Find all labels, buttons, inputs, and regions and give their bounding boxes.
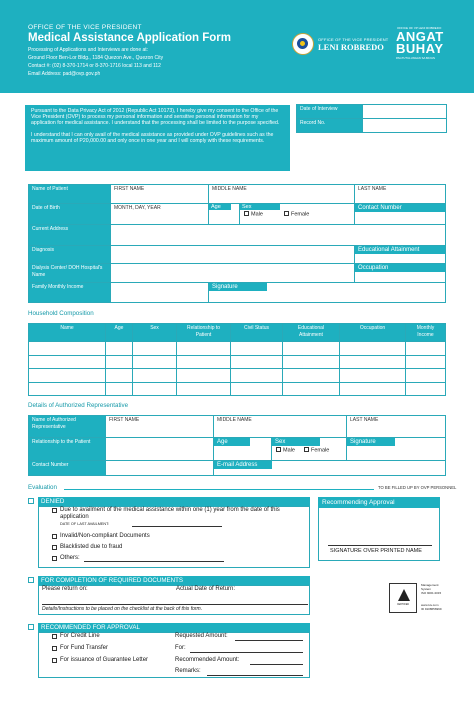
approval-checkbox[interactable] (28, 624, 34, 630)
record-no-field[interactable] (363, 119, 447, 133)
date-of-interview-field[interactable] (363, 105, 447, 119)
male-checkbox[interactable] (244, 211, 249, 216)
logo-name-text: LENI ROBREDO (318, 42, 384, 52)
date-of-birth-label: Date of Birth (29, 204, 111, 225)
requested-amount-label: Requested Amount: (175, 633, 228, 639)
patient-signature-label: Signature (209, 283, 267, 291)
tuv-certification-badge (389, 583, 417, 613)
household-col-civil-status: Civil Status (231, 324, 283, 342)
denied-bar: DENIED (38, 497, 310, 506)
household-table (28, 323, 446, 396)
denied-reason-1: Due to availment of the medical assistance within one (1) year from the date of this application (60, 507, 280, 520)
male-label: Male (251, 211, 263, 218)
female-label: Female (291, 211, 310, 218)
patient-middle-name-field[interactable]: MIDDLE NAME (209, 185, 355, 204)
cert-line-6: ID 9108656999 (421, 607, 442, 611)
patient-signature-cell[interactable] (209, 283, 446, 303)
credit-line-label: For Credit Line (60, 633, 100, 639)
sex-cell (240, 204, 355, 225)
documents-bar: FOR COMPLETION OF REQUIRED DOCUMENTS (38, 576, 310, 585)
privacy-paragraph-2: I understand that I can only avail of the medical assistance as provided under OVP guidelines such as the maximum amount of P20,000.00 and only once in one year and I will comply with these requirements. (31, 131, 274, 144)
denied-reason-1-checkbox[interactable] (52, 508, 57, 513)
header-banner (0, 0, 474, 93)
household-section-title: Household Composition (28, 310, 94, 317)
cert-line-3: ISO 9001:2015 (421, 591, 442, 595)
record-no-label: Record No. (297, 119, 363, 133)
rep-contact-label: Contact Number (29, 461, 106, 476)
patient-table (28, 184, 446, 303)
denied-reason-2: Invalid/Non-compliant Documents (60, 533, 150, 539)
angat-buhay-logo-line2: BUHAY (396, 41, 444, 56)
rep-male-label: Male (283, 447, 295, 454)
rep-female-checkbox[interactable] (304, 447, 309, 452)
rep-relationship-field[interactable] (106, 438, 214, 461)
table-row[interactable] (29, 369, 446, 383)
remarks-field[interactable] (207, 675, 303, 676)
household-header-row (29, 324, 446, 342)
diagnosis-field[interactable] (111, 246, 355, 264)
recommended-amount-field[interactable] (250, 664, 303, 665)
current-address-field[interactable] (111, 225, 446, 246)
angat-buhay-tagline: PAGTUTULUNGAN SA BAYAN (396, 56, 436, 60)
contact-line: Contact #: (02) 8-370-1714 or 8-370-1716 local 113 and 112 (28, 63, 161, 69)
household-col-relationship: Relationship to Patient (177, 324, 231, 342)
ovp-seal-icon (292, 33, 314, 55)
privacy-paragraph-1: Pursuant to the Data Privacy Act of 2012 (Republic Act 10173), I hereby give my consent to the Office of the Vice President (OVP) to process my personal information and sensitive personal information for my application for medical assistance. I understand that the processing shall be limited to the purpose specified. (31, 108, 280, 127)
household-col-sex: Sex (133, 324, 177, 342)
ovp-personnel-note: TO BE FILLED UP BY OVP PERSONNEL (378, 485, 457, 490)
guarantee-letter-checkbox[interactable] (52, 658, 57, 663)
contact-number-label: Contact Number (355, 204, 445, 212)
angat-buhay-logo-line1: ANGAT (396, 29, 444, 44)
occupation-cell[interactable] (355, 264, 446, 283)
for-label: For: (175, 645, 186, 651)
cert-line-1: Management (421, 583, 439, 587)
credit-line-checkbox[interactable] (52, 634, 57, 639)
for-field[interactable] (190, 652, 303, 653)
requested-amount-field[interactable] (235, 640, 303, 641)
fund-transfer-label: For Fund Transfer (60, 645, 109, 651)
educational-attainment-cell[interactable] (355, 246, 446, 264)
family-income-label: Family Monthly Income (29, 283, 111, 303)
hospital-name-field[interactable] (111, 264, 355, 283)
date-of-interview-label: Date of Interview (297, 105, 363, 119)
family-income-field[interactable] (111, 283, 209, 303)
form-title: Medical Assistance Application Form (28, 32, 232, 44)
rep-name-label: Name of Authorized Representative (29, 416, 106, 438)
documents-divider (42, 604, 308, 605)
date-of-birth-field[interactable]: MONTH, DAY, YEAR (111, 204, 209, 225)
cert-line-2: System (421, 587, 432, 591)
current-address-label: Current Address (29, 225, 111, 246)
denied-checkbox[interactable] (28, 498, 34, 504)
denied-reason-3: Blacklisted due to fraud (60, 544, 123, 550)
patient-last-name-field[interactable]: LAST NAME (355, 185, 446, 204)
signature-printed-name-label: SIGNATURE OVER PRINTED NAME (330, 548, 422, 554)
date-last-availment-label: DATE OF LAST AVAILMENT: (60, 522, 110, 526)
rep-sex-cell (272, 438, 347, 461)
email-line: Email Address: pad@ovp.gov.ph (28, 71, 101, 77)
evaluation-divider (64, 489, 374, 490)
fund-transfer-checkbox[interactable] (52, 646, 57, 651)
household-col-income: Monthly Income (406, 324, 446, 342)
household-col-occupation: Occupation (340, 324, 406, 342)
rep-signature-label: Signature (347, 438, 395, 446)
approval-bar: RECOMMENDED FOR APPROVAL (38, 623, 310, 632)
denied-reason-2-checkbox[interactable] (52, 534, 57, 539)
rep-age-label: Age (214, 438, 250, 446)
rep-sex-label: Sex (272, 438, 320, 446)
interview-table (296, 104, 447, 133)
privacy-consent-box (25, 105, 290, 171)
age-cell[interactable] (209, 204, 240, 225)
rep-email-label: E-mail Address (214, 461, 272, 469)
rep-first-name-field[interactable]: FIRST NAME (106, 416, 214, 438)
evaluation-section-title: Evaluation (28, 484, 57, 491)
table-row[interactable] (29, 355, 446, 369)
details-instructions-note: Details/Instructions to be placed on the checklist at the back of this form. (42, 606, 203, 612)
cert-badge-label: CERTIFIED (396, 604, 410, 606)
guarantee-letter-label: For issuance of Guarantee Letter (60, 657, 149, 663)
patient-first-name-field[interactable]: FIRST NAME (111, 185, 209, 204)
household-col-education: Educational Attainment (283, 324, 340, 342)
tuv-triangle-icon (398, 589, 410, 601)
angat-buhay-small: OFFICE OF VP LENI ROBREDO (397, 26, 442, 30)
rep-middle-name-field[interactable]: MIDDLE NAME (214, 416, 347, 438)
representative-section-title: Details of Authorized Representative (28, 402, 129, 409)
denied-reason-4-checkbox[interactable] (52, 556, 57, 561)
household-col-age: Age (106, 324, 133, 342)
representative-table (28, 415, 446, 476)
processing-line: Processing of Applications and Interviews are done at: (28, 47, 149, 53)
actual-return-label: Actual Date of Return: (176, 586, 236, 592)
hospital-name-label: Dialysis Center/ DOH Hospital's Name (29, 264, 111, 283)
documents-checkbox[interactable] (28, 577, 34, 583)
contact-number-cell[interactable] (355, 204, 446, 225)
denied-reason-4: Others: (60, 555, 80, 561)
table-row[interactable] (29, 382, 446, 396)
rep-male-checkbox[interactable] (276, 447, 281, 452)
rep-age-cell[interactable] (214, 438, 272, 461)
office-title: OFFICE OF THE VICE PRESIDENT (28, 24, 142, 31)
denied-reason-3-checkbox[interactable] (52, 545, 57, 550)
age-label: Age (209, 204, 231, 210)
address-line: Ground Floor Ben-Lor Bldg., 1184 Quezon Ave., Quezon City (28, 55, 164, 61)
rep-relationship-label: Relationship to the Patient (29, 438, 106, 461)
logo-office-text: OFFICE OF THE VICE PRESIDENT (318, 37, 389, 42)
remarks-label: Remarks: (175, 668, 201, 674)
female-checkbox[interactable] (284, 211, 289, 216)
occupation-label: Occupation (355, 264, 445, 272)
educational-attainment-label: Educational Attainment (355, 246, 445, 254)
date-last-availment-field[interactable] (132, 526, 222, 527)
rep-email-cell[interactable] (214, 461, 446, 476)
rep-last-name-field[interactable]: LAST NAME (347, 416, 446, 438)
rep-signature-cell[interactable] (347, 438, 446, 461)
others-field[interactable] (84, 561, 224, 562)
recommended-amount-label: Recommended Amount: (175, 657, 240, 663)
rep-contact-field[interactable] (106, 461, 214, 476)
rep-female-label: Female (311, 447, 330, 454)
patient-name-label: Name of Patient (29, 185, 111, 204)
recommending-signature-line[interactable] (328, 545, 432, 546)
table-row[interactable] (29, 342, 446, 356)
cert-line-5: www.tuv.com (421, 603, 439, 607)
sex-label: Sex (240, 204, 280, 210)
return-on-label: Please return on: (42, 586, 88, 592)
household-col-name: Name (29, 324, 106, 342)
recommending-approval-label: Recommending Approval (318, 497, 440, 508)
diagnosis-label: Diagnosis (29, 246, 111, 264)
